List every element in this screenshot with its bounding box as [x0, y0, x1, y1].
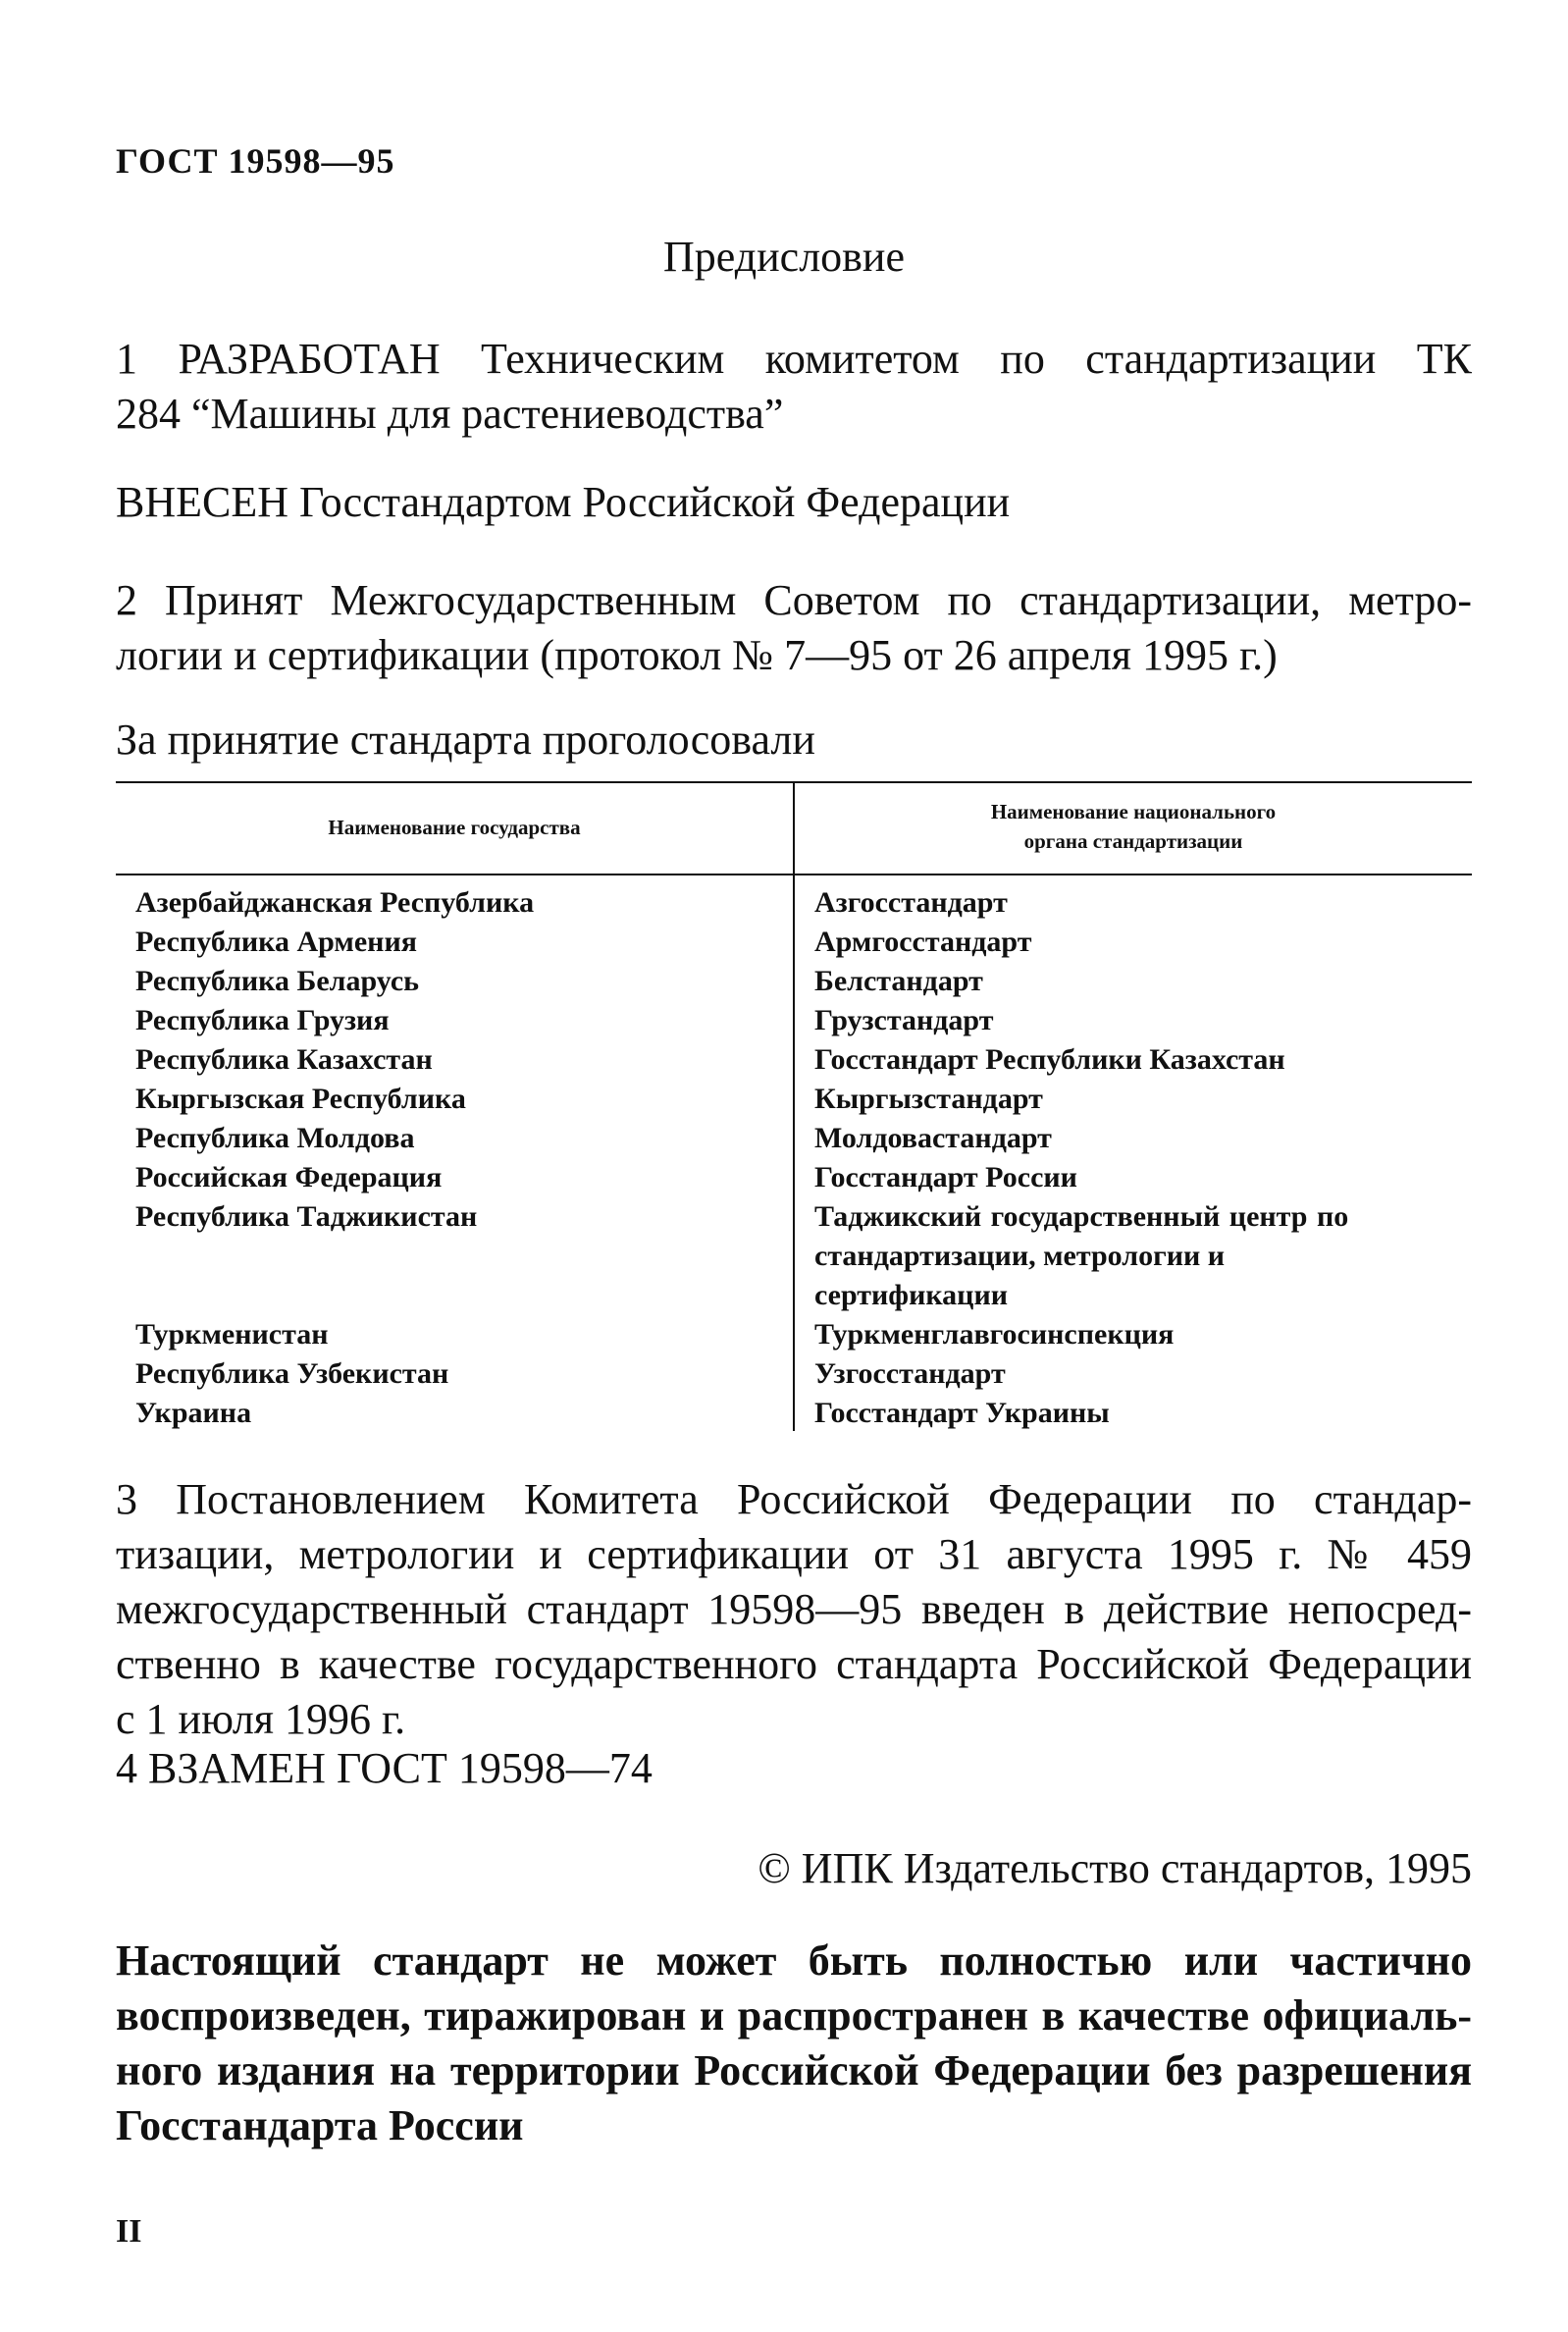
table-cell-state: Российская Федерация — [135, 1161, 443, 1193]
paragraph-1-line: 284 “Машины для растениеводства” — [116, 390, 784, 438]
table-cell-org-text: Таджикский государственный центр по — [814, 1200, 1349, 1233]
notice-line: Настоящий стандарт не может быть полностью или частично — [116, 1936, 1472, 1985]
paragraph-vnesen — [116, 475, 1472, 530]
paragraph-3-line: ственно в качестве государственного стандарта Российской Федерации — [116, 1640, 1472, 1688]
table-cell-state: Туркменистан — [135, 1318, 329, 1351]
table-cell-state: Республика Таджикистан — [135, 1200, 478, 1233]
table-header-state: Наименование государства — [328, 816, 581, 839]
paragraph-2-line: логии и сертификации (протокол № 7—95 от 26 апреля 1995 г.) — [116, 631, 1278, 679]
table-cell-state: Азербайджанская Республика — [135, 886, 535, 919]
paragraph-4 — [116, 1741, 1472, 1796]
table-cell-org: Молдовастандарт — [814, 1122, 1052, 1154]
table-cell-org-line: сертификации — [814, 1279, 1009, 1311]
paragraph-vnesen-line: ВНЕСЕН Госстандартом Российской Федерации — [116, 478, 1011, 526]
paragraph-3-line: с 1 июля 1996 г. — [116, 1695, 406, 1743]
foreword-title: Предисловие — [663, 233, 905, 281]
document-header: ГОСТ 19598—95 — [116, 141, 395, 181]
paragraph-3-line: межгосударственный стандарт 19598—95 введен в действие непосред- — [116, 1585, 1472, 1633]
paragraph-2 — [116, 573, 1472, 683]
table-cell-org: Азгосстандарт — [814, 886, 1008, 919]
table-cell-state: Республика Беларусь — [135, 965, 420, 997]
table-cell-state: Республика Узбекистан — [135, 1357, 449, 1390]
paragraph-3 — [116, 1472, 1472, 1747]
table-column-divider — [793, 781, 795, 1431]
paragraph-3-line: 3 Постановлением Комитета Российской Федерации по стандар- — [116, 1475, 1472, 1523]
table-cell-org: Узгосстандарт — [814, 1357, 1006, 1390]
paragraph-4-line: 4 ВЗАМЕН ГОСТ 19598—74 — [116, 1744, 653, 1792]
table-cell-org: Госстандарт Республики Казахстан — [814, 1043, 1285, 1076]
notice-line: Госстандарта России — [116, 2101, 524, 2149]
table-cell-org: Госстандарт Украины — [814, 1397, 1110, 1429]
table-cell-state: Республика Армения — [135, 926, 417, 958]
table-cell-state: Республика Казахстан — [135, 1043, 433, 1076]
table-cell-org-line — [814, 1197, 1452, 1237]
table-cell-org: Кыргызстандарт — [814, 1083, 1043, 1115]
notice-line: ного издания на территории Российской Федерации без разрешения — [116, 2046, 1472, 2094]
copyright-line: © ИПК Издательство стандартов, 1995 — [758, 1844, 1472, 1892]
table-header-org-line: органа стандартизации — [1023, 829, 1243, 853]
paragraph-vote — [116, 713, 1472, 768]
table-cell-org: Туркменглавгосинспекция — [814, 1318, 1175, 1351]
table-header-org-line: Наименование национального — [990, 800, 1277, 823]
notice-paragraph — [116, 1934, 1472, 2153]
table-cell-org-line: стандартизации, метрологии и — [814, 1240, 1226, 1272]
table-cell-state: Кыргызская Республика — [135, 1083, 466, 1115]
page-number: II — [116, 2213, 142, 2250]
paragraph-vote-line: За принятие стандарта проголосовали — [116, 716, 815, 764]
table-cell-org: Грузстандарт — [814, 1004, 994, 1036]
table-cell-state: Украина — [135, 1397, 252, 1429]
table-header-org — [795, 797, 1472, 856]
table-cell-state: Республика Грузия — [135, 1004, 390, 1036]
paragraph-1 — [116, 332, 1472, 442]
table-cell-org: Армгосстандарт — [814, 926, 1032, 958]
paragraph-3-line: тизации, метрологии и сертификации от 31 августа 1995 г. № 459 — [116, 1530, 1472, 1578]
table-cell-state: Республика Молдова — [135, 1122, 415, 1154]
notice-line: воспроизведен, тиражирован и распространен в качестве официаль- — [116, 1991, 1472, 2040]
table-cell-org: Белстандарт — [814, 965, 983, 997]
table-cell-org: Госстандарт России — [814, 1161, 1077, 1193]
paragraph-1-line: 1 РАЗРАБОТАН Техническим комитетом по стандартизации ТК — [116, 335, 1472, 383]
paragraph-2-line: 2 Принят Межгосударственным Советом по стандартизации, метро- — [116, 576, 1472, 624]
